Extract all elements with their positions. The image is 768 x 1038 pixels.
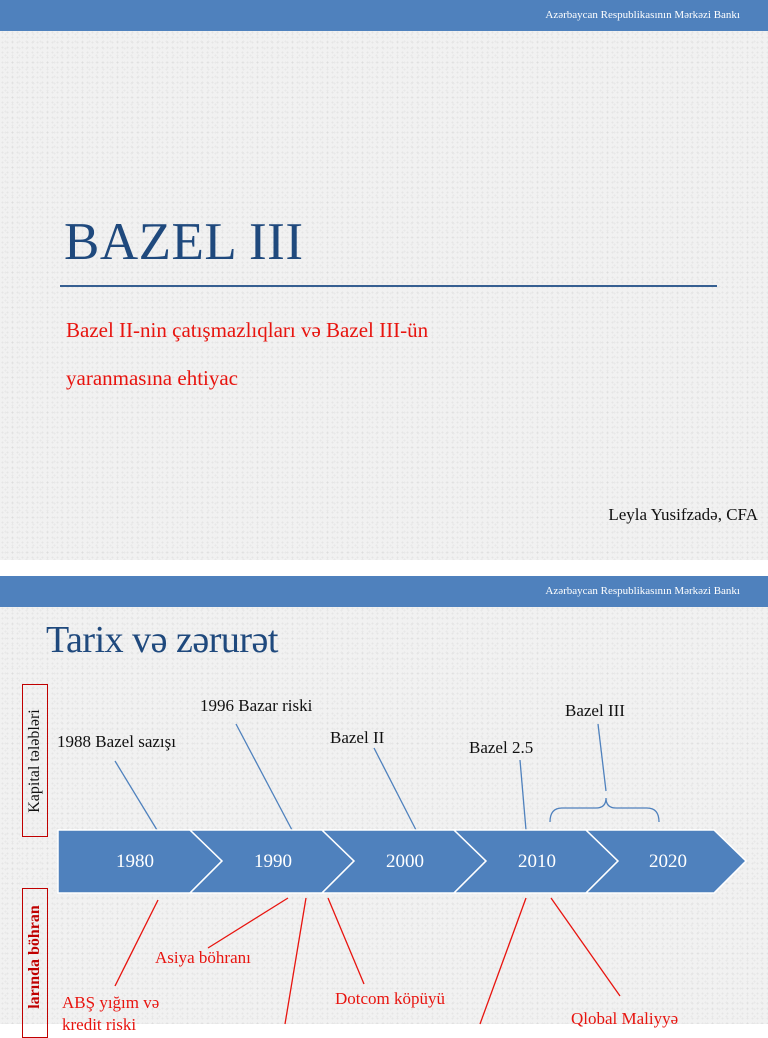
- event-label: Bazel 2.5: [469, 738, 534, 757]
- crisis-connector-extra: [285, 898, 306, 1024]
- event-label: Bazel III: [565, 701, 625, 720]
- timeline-slide: [0, 576, 768, 1034]
- header-org-name: Azərbaycan Respublikasının Mərkəzi Bankı: [545, 585, 740, 597]
- crisis-label: kredit riski: [62, 1015, 137, 1034]
- slide-title: BAZEL III: [64, 213, 304, 271]
- subtitle-line-1: Bazel II-nin çatışmazlıqları və Bazel III-ün: [66, 318, 429, 342]
- slide-gap: [0, 560, 768, 576]
- event-label: Bazel II: [330, 728, 385, 747]
- decade-label: 1980: [116, 851, 154, 872]
- subtitle-line-2: yaranmasına ehtiyac: [66, 366, 238, 390]
- connector-bazel3: [598, 724, 606, 791]
- crisis-label: ABŞ yığım və: [62, 993, 160, 1012]
- event-label: 1988 Bazel sazışı: [57, 732, 176, 751]
- decade-label: 2010: [518, 851, 556, 872]
- crisis-connector-2008: [480, 898, 526, 1024]
- title-divider: [60, 285, 717, 287]
- decade-label: 2020: [649, 851, 687, 872]
- header-bar: [0, 0, 768, 31]
- crisis-connector-global: [551, 898, 620, 996]
- connector-bazel25: [520, 760, 526, 830]
- header-org-name: Azərbaycan Respublikasının Mərkəzi Bankı: [545, 9, 740, 21]
- crisis-label: Qlobal Maliyyə: [571, 1009, 679, 1028]
- crisis-label: Asiya böhranı: [155, 948, 251, 967]
- event-label: 1996 Bazar riski: [200, 696, 313, 715]
- bazel3-brace: [550, 798, 659, 822]
- crisis-connector-us: [115, 900, 158, 986]
- crisis-label: Dotcom köpüyü: [335, 989, 446, 1008]
- slide-title: Tarix və zərurət: [46, 619, 278, 661]
- decade-label: 2000: [386, 851, 424, 872]
- connector-1988: [115, 761, 157, 830]
- author-name: Leyla Yusifzadə, CFA: [608, 505, 758, 524]
- connector-1996: [236, 724, 292, 830]
- crisis-connector-dotcom: [328, 898, 364, 984]
- side-label-capital: Kapital tələbləri: [26, 708, 43, 813]
- decade-label: 1990: [254, 851, 292, 872]
- side-label-crisis: larında böhran: [26, 905, 43, 1009]
- crisis-connector-asia: [208, 898, 288, 948]
- timeline-diagram: [0, 576, 768, 1034]
- connector-bazel2: [374, 748, 416, 830]
